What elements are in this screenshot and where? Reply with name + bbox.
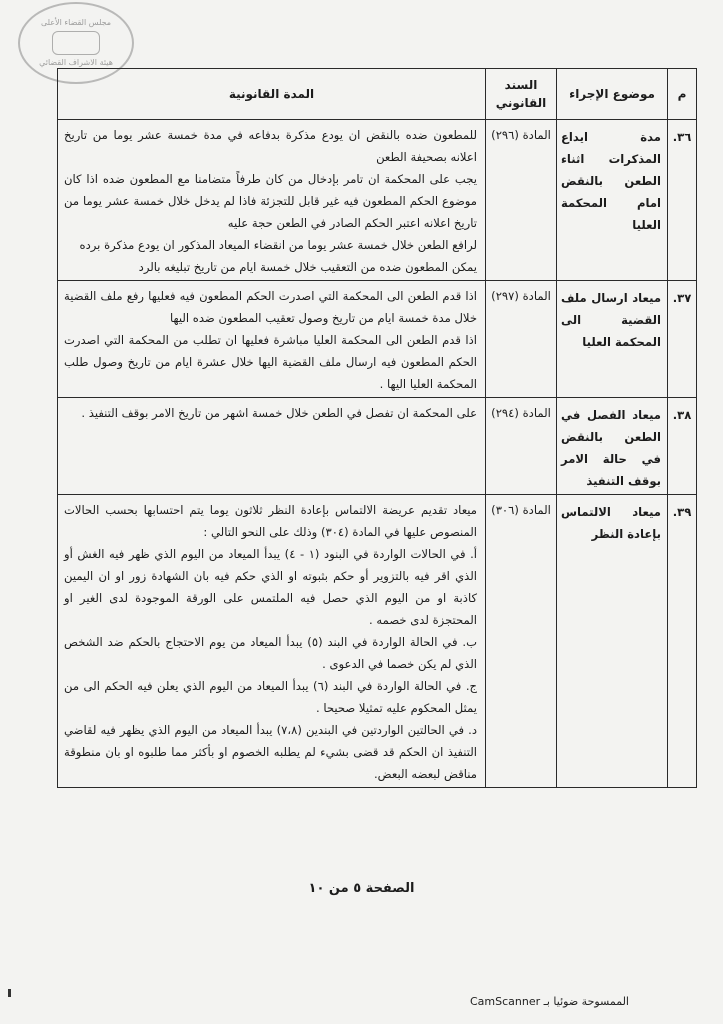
procedures-table — [57, 68, 697, 788]
row-text — [58, 495, 486, 788]
row-paragraph: اذا قدم الطعن الى المحكمة التي اصدرت الحكم المطعون فيه فعليها رفع ملف القضية خلال مدة خمسة ايام من تاريخ وصول تعقيب المطعون ضده اليها — [64, 289, 477, 325]
row-text — [58, 281, 486, 398]
row-number: ٣٦. — [668, 120, 697, 281]
row-paragraph: لرافع الطعن خلال خمسة عشر يوما من انقضاء الميعاد المذكور ان يودع مذكرة برده — [79, 238, 477, 252]
row-source: المادة (٢٩٤) — [486, 398, 557, 495]
table-header-row — [58, 69, 697, 120]
row-source: المادة (٢٩٦) — [486, 120, 557, 281]
row-paragraph: أ. في الحالات الواردة في البنود (١ - ٤) يبدأ الميعاد من اليوم الذي ظهر فيه الغش أو الذي اقر فيه بالتزوير أو حكم بثبوته او الذي حكم فيه بان الشهادة زور او ان اليمين كاذبة او من اليوم الذي حصل فيه الملتمس على الورقة الموجودة لدى الغير او المحتجزة لدى خصمه . — [64, 547, 477, 627]
row-topic: ميعاد ارسال ملف القضية الى المحكمة العليا — [557, 281, 668, 398]
row-source: المادة (٢٩٧) — [486, 281, 557, 398]
stamp-subtext: هيئة الاشراف القضائي — [39, 58, 113, 67]
row-number: ٣٧. — [668, 281, 697, 398]
table-row — [58, 281, 697, 398]
header-text: المدة القانونية — [58, 69, 486, 120]
row-paragraph: على المحكمة ان تفصل في الطعن خلال خمسة اشهر من تاريخ الامر بوقف التنفيذ . — [81, 406, 477, 420]
table-row — [58, 495, 697, 788]
row-number: ٣٩. — [668, 495, 697, 788]
row-text — [58, 398, 486, 495]
header-num: م — [668, 69, 697, 120]
stamp-text: مجلس القضاء الأعلى — [40, 18, 112, 27]
row-paragraph: ميعاد تقديم عريضة الالتماس بإعادة النظر ثلاثون يوما يتم احتسابها بحسب الحالات المنصوص عليها في المادة (٣٠٤) وذلك على النحو التالي : — [64, 503, 477, 539]
row-source: المادة (٣٠٦) — [486, 495, 557, 788]
stamp-emblem-icon — [52, 31, 100, 55]
scan-edge-mark — [8, 989, 11, 997]
row-paragraph: يجب على المحكمة ان تامر بإدخال من كان طرفاً متضامنا مع المطعون ضده اذا كان موضوع الحكم المطعون فيه غير قابل للتجزئة فاذا لم يدخل خلال خمسة عشر يوما من تاريخ اعلانه اعتبر الحكم الصادر في الطعن حجة عليه — [64, 172, 477, 230]
row-paragraph: ج. في الحالة الواردة في البند (٦) يبدأ الميعاد من اليوم الذي يعلن فيه الحكم الى من يمثل المحكوم عليه تمثيلا صحيحا . — [64, 679, 477, 715]
row-paragraph: للمطعون ضده بالنقض ان يودع مذكرة بدفاعه في مدة خمسة عشر يوما من تاريخ اعلانه بصحيفة الطعن — [64, 128, 477, 164]
camscanner-watermark: الممسوحة ضوئيا بـ CamScanner — [469, 995, 629, 1008]
row-topic: مدة ايداع المذكرات اثناء الطعن بالنقض امام المحكمة العليا — [557, 120, 668, 281]
header-topic: موضوع الإجراء — [557, 69, 668, 120]
row-topic: ميعاد الفصل في الطعن بالنقض في حالة الامر بوقف التنفيذ — [557, 398, 668, 495]
table-row — [58, 120, 697, 281]
row-paragraph: د. في الحالتين الواردتين في البندين (٧،٨) يبدأ الميعاد من اليوم الذي يظهر فيه لقاضي التنفيذ ان الحكم قد قضى بشيء لم يطلبه الخصوم او بأكثر مما طلبوه او بان منطوقة مناقض لبعضه البعض. — [64, 723, 478, 781]
row-paragraph: ب. في الحالة الواردة في البند (٥) يبدأ الميعاد من يوم الاحتجاج بالحكم ضد الشخص الذي لم يكن خصما في الدعوى . — [64, 635, 477, 671]
row-topic: ميعاد الالتماس بإعادة النظر — [557, 495, 668, 788]
row-paragraph: يمكن المطعون ضده من التعقيب خلال خمسة ايام من تاريخ تبليغه بالرد — [138, 260, 477, 274]
header-source: السند القانوني — [486, 69, 557, 120]
page-number: الصفحة ٥ من ١٠ — [308, 881, 415, 896]
row-paragraph: اذا قدم الطعن الى المحكمة العليا مباشرة فعليها ان تطلب من المحكمة التي اصدرت الحكم المطعون فيه ارسال ملف القضية اليها خلال عشرة ايام من تاريخ وصول طلب المحكمة العليا اليها . — [64, 333, 477, 391]
table-row — [58, 398, 697, 495]
row-number: ٣٨. — [668, 398, 697, 495]
row-text — [58, 120, 486, 281]
